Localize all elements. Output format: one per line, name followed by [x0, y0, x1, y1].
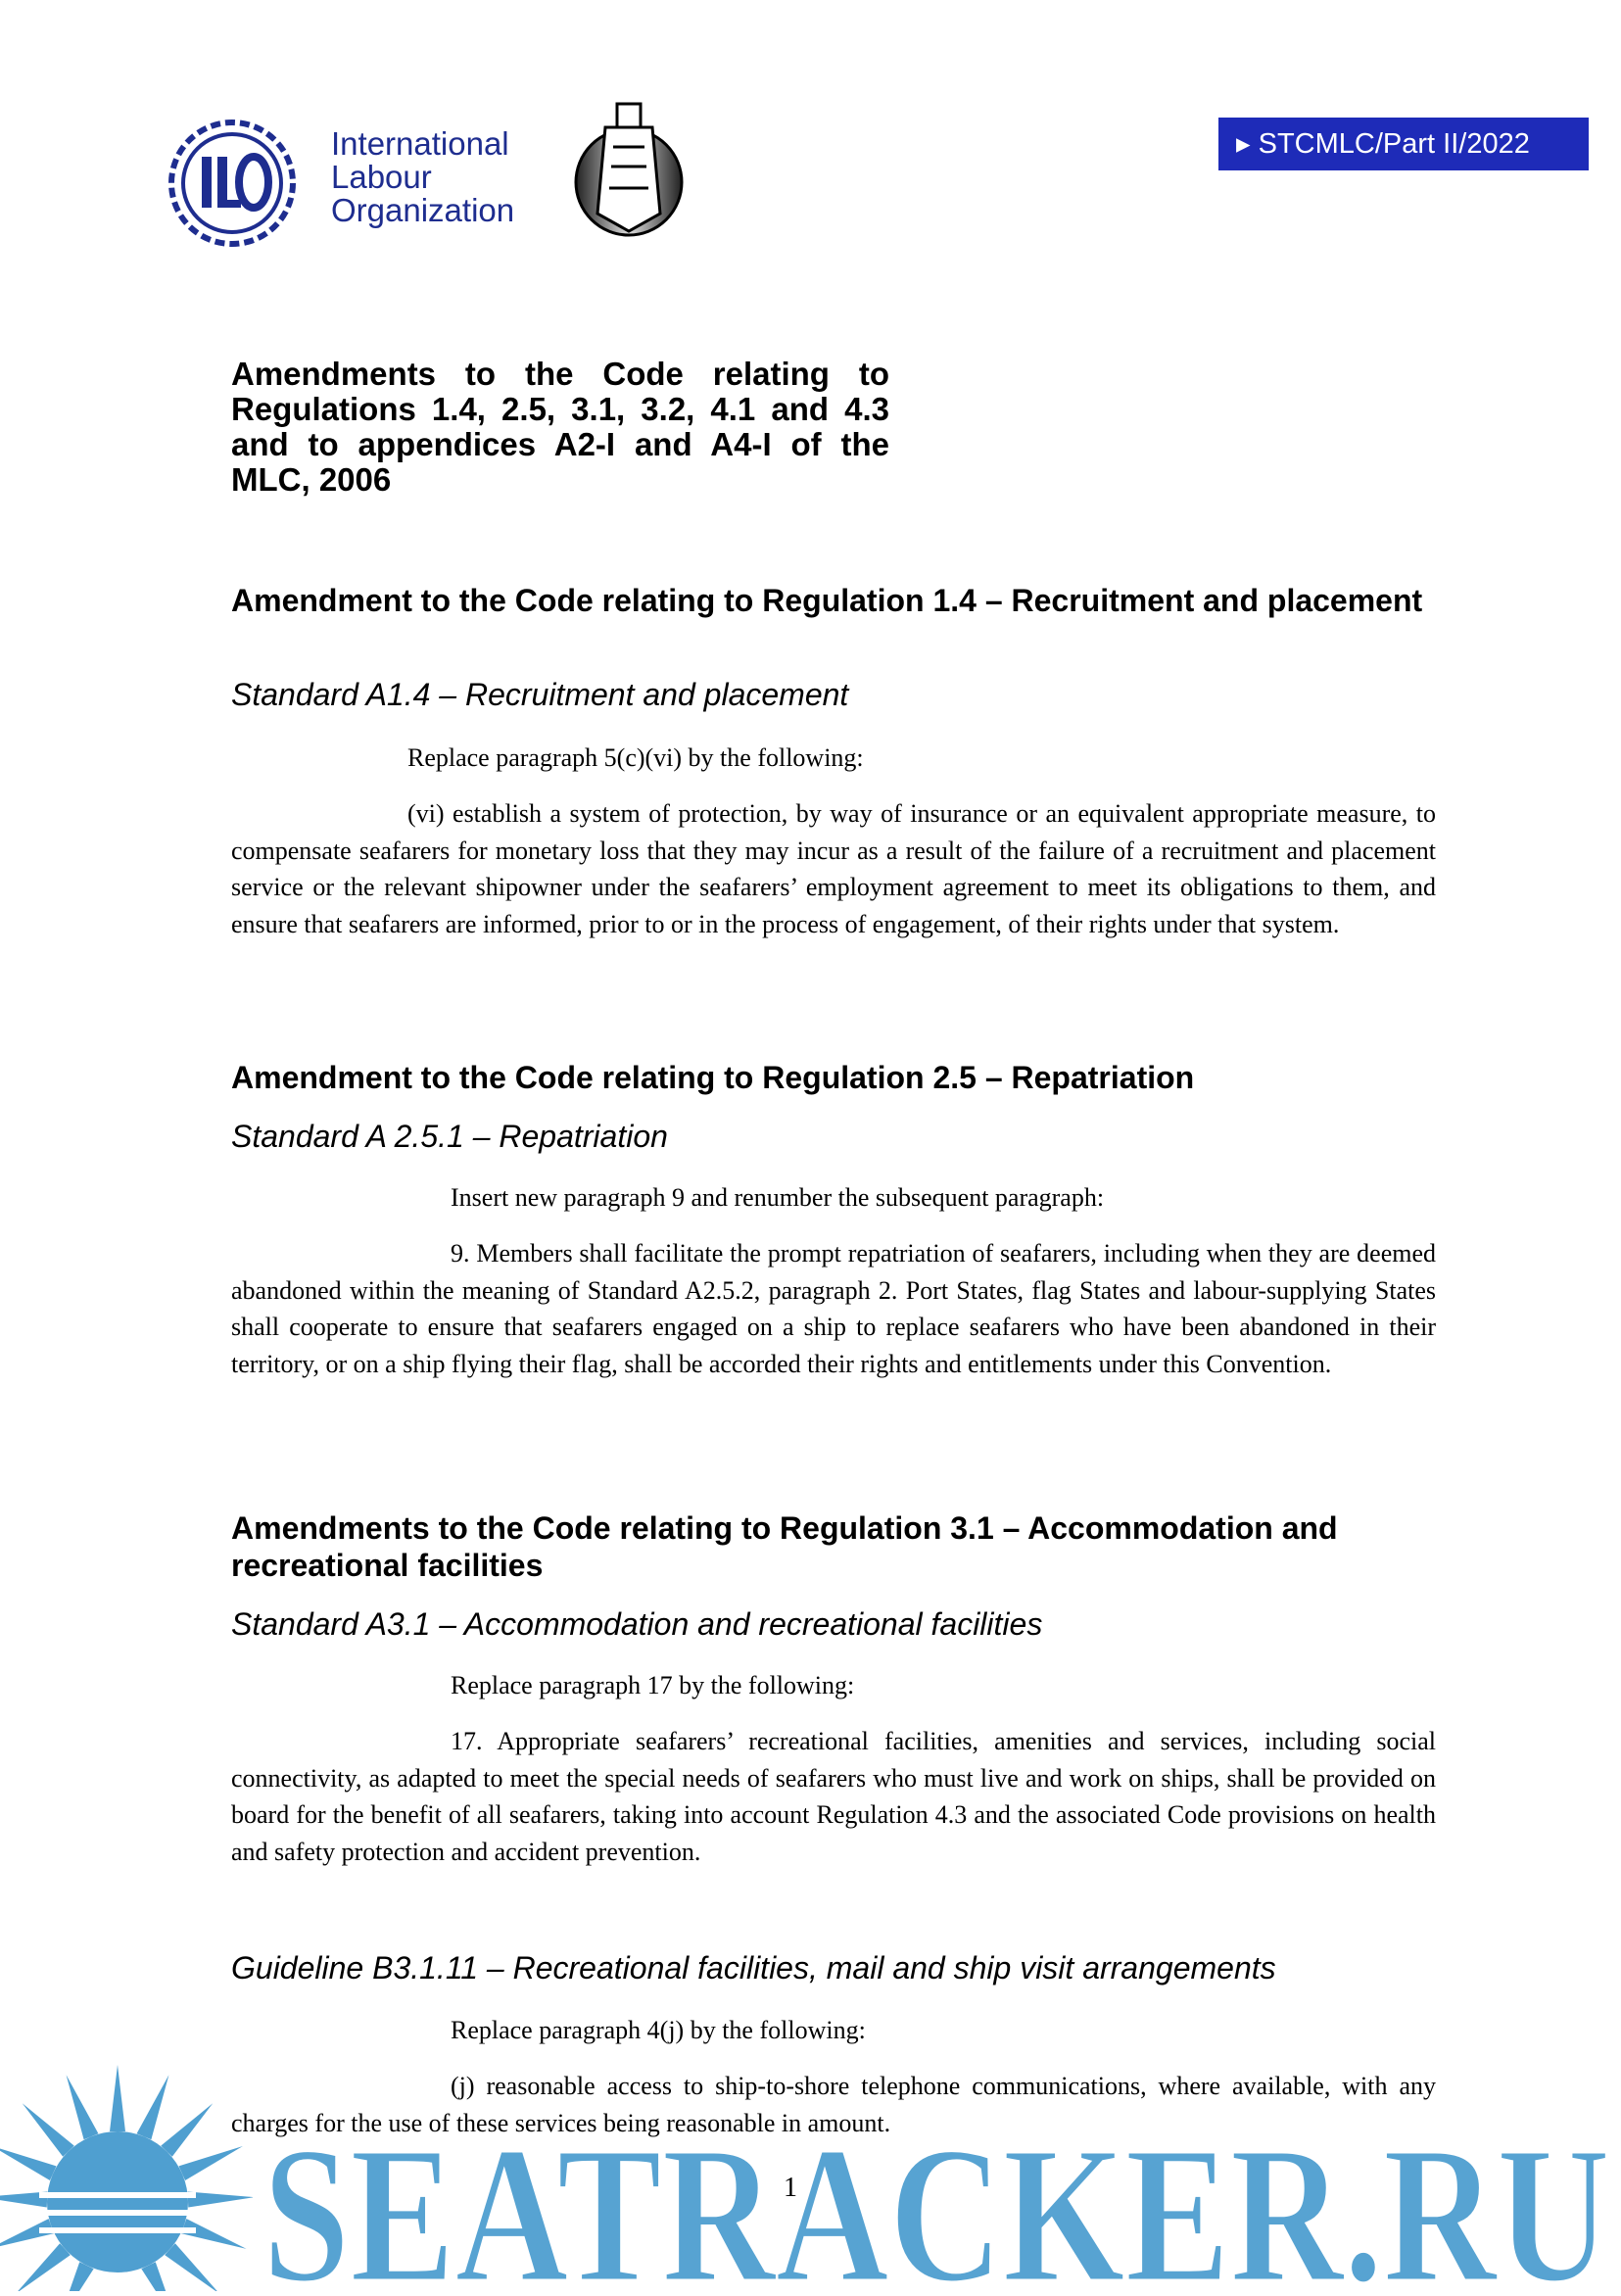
- document-title: Amendments to the Code relating to Regulations 1.4, 2.5, 3.1, 3.2, 4.1 and 4.3 and to appendices A2-I and A4-I of the MLC, 2006: [231, 356, 889, 498]
- watermark-text: [262, 2104, 1614, 2291]
- ilo-logo: [151, 118, 313, 249]
- section-text: (j) reasonable access to ship-to-shore telephone communications, where available, with any charges for the use of these services being reasonable in amount.: [231, 2072, 1436, 2137]
- ilo-emblem-icon: [151, 118, 313, 249]
- section-heading: Amendments to the Code relating to Regulation 3.1 – Accommodation and recreational facilities: [231, 1510, 1338, 1583]
- section-subheading: Standard A1.4 – Recruitment and placement: [231, 677, 849, 712]
- section-subheading: Standard A3.1 – Accommodation and recreational facilities: [231, 1606, 1043, 1642]
- section-heading: Amendment to the Code relating to Regulation 1.4 – Recruitment and placement: [231, 583, 1423, 618]
- section-instruction: Insert new paragraph 9 and renumber the subsequent paragraph:: [451, 1183, 1105, 1212]
- play-triangle-icon: ▸: [1236, 128, 1259, 160]
- page-number: 1: [784, 2173, 797, 2203]
- section-text: (vi) establish a system of protection, by way of insurance or an equivalent appropriate measure, to compensate seafarers for monetary loss that they may incur as a result of the failure of a recruitment and placement service or the relevant shipowner under the seafarers’ employment agreement to meet its obligations to them, and ensure that seafarers are informed, prior to or in the process of engagement, of their rights under that system.: [231, 799, 1436, 938]
- ship-globe-icon: [568, 98, 690, 243]
- watermark-sun-icon: [0, 2055, 253, 2291]
- section-instruction: Replace paragraph 17 by the following:: [451, 1671, 855, 1699]
- section-text: 9. Members shall facilitate the prompt repatriation of seafarers, including when they are deemed abandoned within the meaning of Standard A2.5.2, paragraph 2. Port States, flag States and labour-supplying States shall cooperate to ensure that seafarers engaged on a ship to replace seafarers who have been abandoned in their territory, or on a ship flying their flag, shall be accorded their rights and entitlements under this Convention.: [231, 1239, 1436, 1378]
- maritime-logo: [568, 98, 690, 243]
- doc-symbol: STCMLC/Part II/2022: [1258, 128, 1530, 160]
- section-subheading: Standard A 2.5.1 – Repatriation: [231, 1119, 668, 1154]
- section-heading: Amendment to the Code relating to Regulation 2.5 – Repatriation: [231, 1060, 1195, 1095]
- watermark-label: SEATRACKER.RU: [262, 2107, 1610, 2291]
- section-instruction: Replace paragraph 4(j) by the following:: [451, 2016, 866, 2044]
- org-name: [331, 127, 514, 227]
- doc-symbol-badge: [1218, 118, 1589, 170]
- org-name-line3: Organization: [331, 192, 515, 228]
- section-text: 17. Appropriate seafarers’ recreational facilities, amenities and services, including social connectivity, as adapted to meet the special needs of seafarers who must live and work on ships, shall be provided on board for the benefit of all seafarers, taking into account Regulation 4.3 and the associated Code provisions on health and safety protection and accident prevention.: [231, 1727, 1436, 1866]
- section-subheading: Guideline B3.1.11 – Recreational facilities, mail and ship visit arrangements: [231, 1950, 1276, 1985]
- org-name-line2: Labour: [331, 159, 432, 195]
- section-instruction: Replace paragraph 5(c)(vi) by the following:: [407, 743, 864, 772]
- org-name-line1: International: [331, 125, 509, 162]
